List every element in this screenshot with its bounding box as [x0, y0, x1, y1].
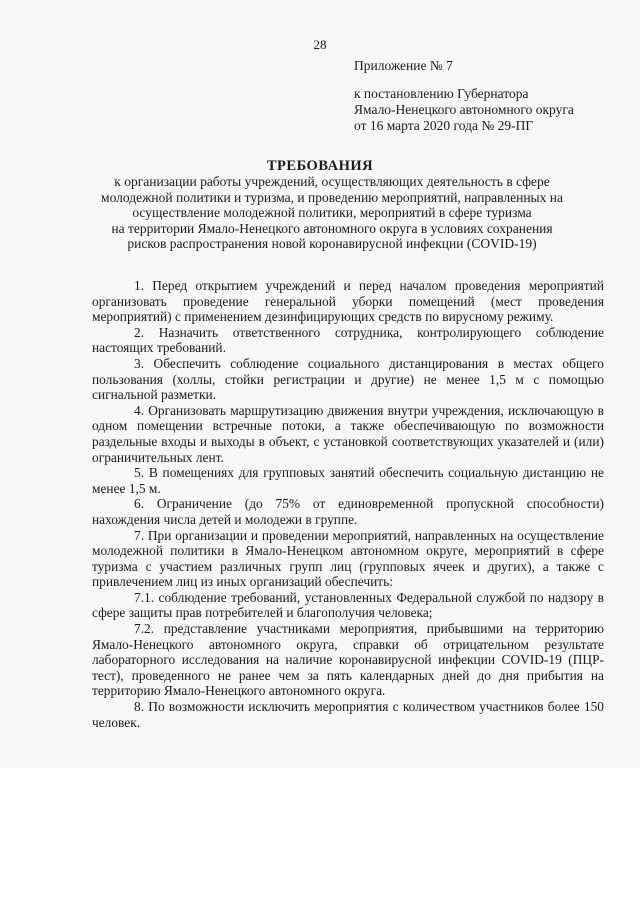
decree-line: к постановлению Губернатора [354, 86, 529, 101]
paragraph-7-1: 7.1. соблюдение требований, установленных Федеральной службой по надзору в сфере защиты прав потребителей и благополучия человека; [92, 589, 604, 621]
paragraph-7: 7. При организации и проведении мероприятий, направленных на осуществление молодежной политики в Ямало-Ненецком автономном округе, мероприятий в сфере туризма с участием различных групп лиц (групповых ячеек и других), а также с привлечением лиц из иных организаций обеспечить: [92, 527, 604, 590]
paragraph-7-2: 7.2. представление участниками мероприятия, прибывшими на территорию Ямало-Ненецкого автономного округа, справки об отрицательном результате лабораторного исследования на наличие коронавирусной инфекции COVID-19 (ПЦР-тест), проведенного не ранее чем за пять календарных дней до дня прибытия на территорию Ямало-Ненецкого автономного округа. [92, 621, 604, 699]
document-title: ТРЕБОВАНИЯ [266, 158, 374, 174]
subtitle-line: рисков распространения новой коронавирусной инфекции (COVID-19) [127, 236, 537, 251]
document-subtitle [84, 174, 580, 252]
paragraph-3: 3. Обеспечить соблюдение социального дистанцирования в местах общего пользования (холлы, стойки регистрации и другие) не менее 1,5 м с помощью сигнальной разметки. [92, 355, 604, 403]
paragraph-6: 6. Ограничение (до 75% от единовременной пропускной способности) нахождения числа детей и молодежи в группе. [92, 496, 604, 527]
subtitle-line: к организации работы учреждений, осуществляющих деятельность в сфере [114, 174, 550, 189]
subtitle-line: осуществление молодежной политики, мероприятий в сфере туризма [132, 205, 532, 220]
paragraph-1: 1. Перед открытием учреждений и перед началом проведения мероприятий организовать проведение генеральной уборки помещений (мест проведения мероприятий) с применением дезинфицирующих средств по вирусному режиму. [92, 278, 604, 325]
paragraph-5: 5. В помещениях для групповых занятий обеспечить социальную дистанцию не менее 1,5 м. [92, 465, 604, 496]
page-number: 28 [313, 37, 327, 52]
paragraph-4: 4. Организовать маршрутизацию движения внутри учреждения, исключающую в одном помещении встречные потоки, а также обеспечивающую по возможности раздельные входы и выходы в объект, с установкой соответствующих указателей и (или) ограничительных лент. [92, 402, 604, 465]
requirements-body [92, 278, 604, 730]
subtitle-line: молодежной политики и туризма, и проведению мероприятий, направленных на [101, 189, 563, 205]
decree-line: от 16 марта 2020 года № 29-ПГ [354, 118, 534, 133]
paragraph-8: 8. По возможности исключить мероприятия с количеством участников более 150 человек. [92, 699, 604, 730]
decree-line: Ямало-Ненецкого автономного округа [354, 102, 574, 117]
subtitle-line: на территории Ямало-Ненецкого автономного округа в условиях сохранения [111, 220, 553, 236]
paragraph-2: 2. Назначить ответственного сотрудника, контролирующего соблюдение настоящих требований. [92, 324, 604, 356]
appendix-label: Приложение № 7 [354, 58, 453, 73]
decree-reference [354, 86, 574, 134]
